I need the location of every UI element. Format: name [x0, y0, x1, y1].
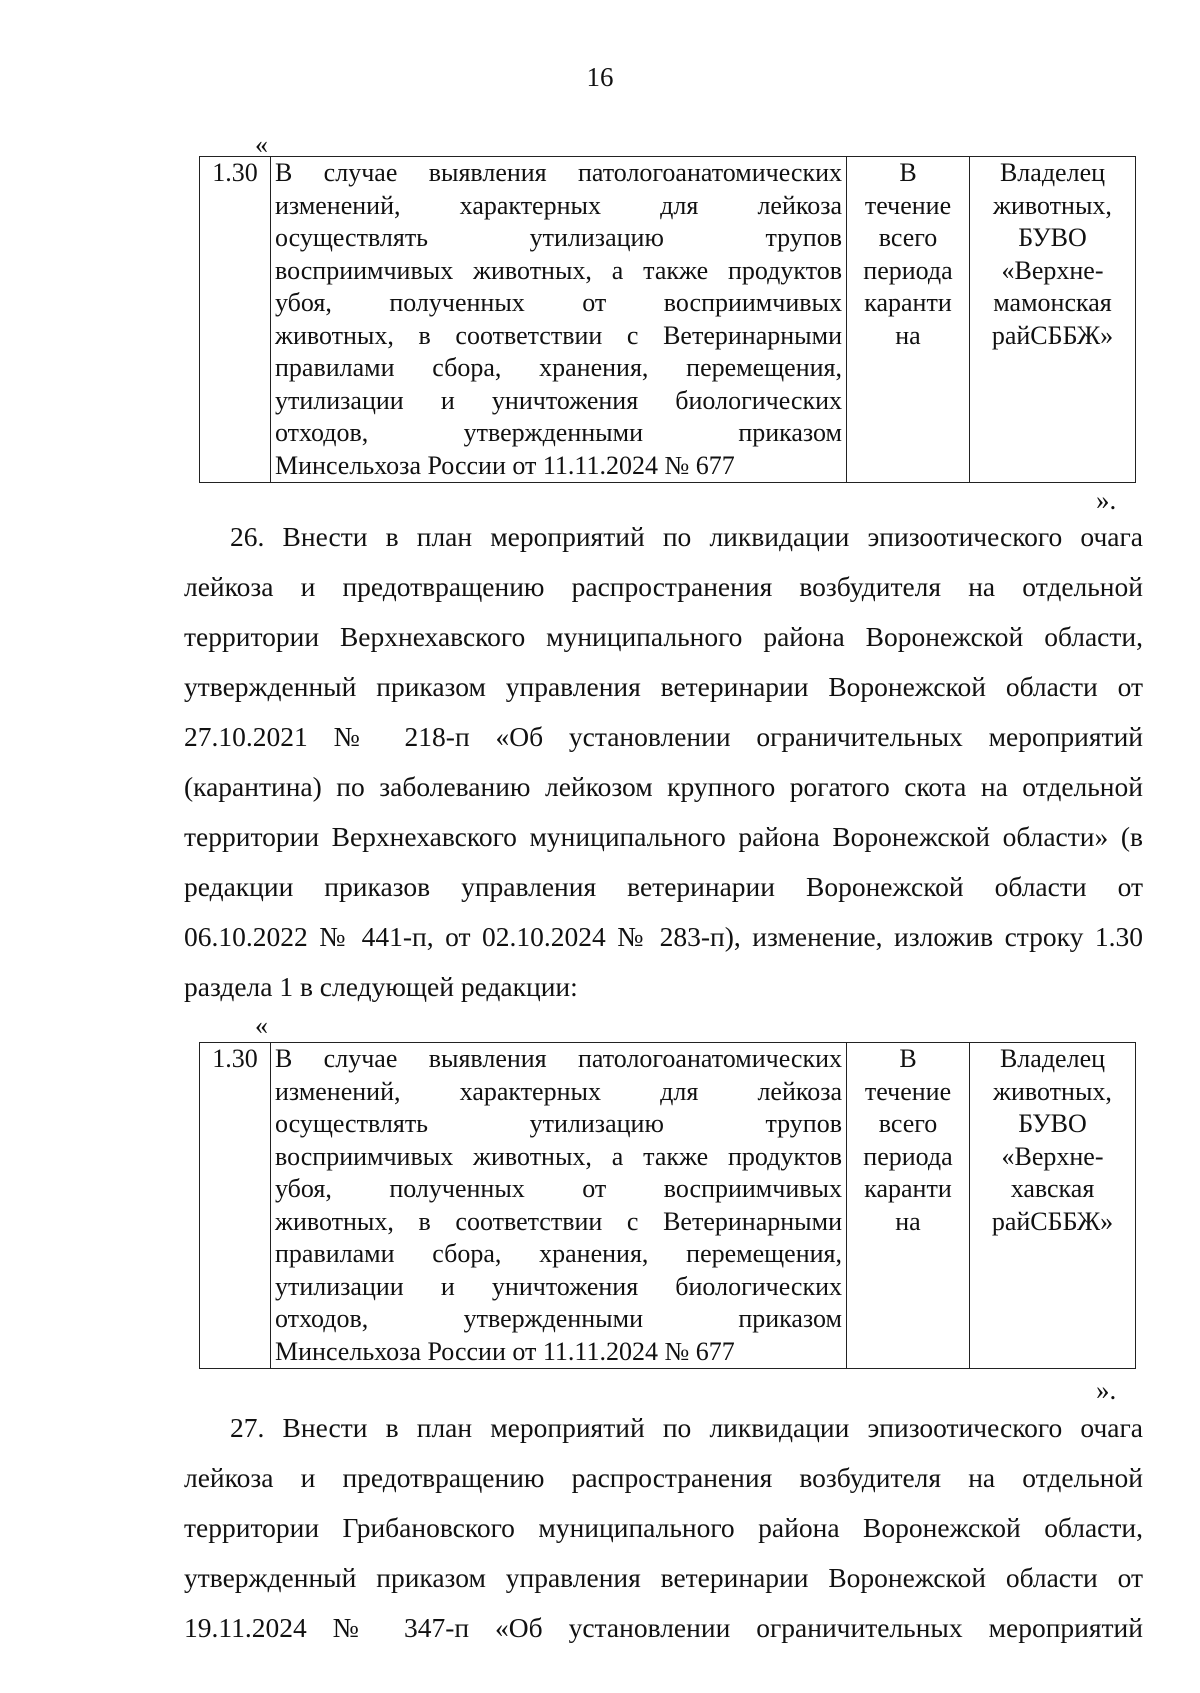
responsible-line: БУВО — [1018, 1109, 1087, 1138]
plan-table-row-1 — [199, 156, 1136, 483]
term-cell — [847, 157, 970, 483]
paragraph-line: лейкоза и предотвращению распространения возбудителя на отдельной — [184, 1462, 1143, 1493]
paragraph-line: утвержденный приказом управления ветеринарии Воронежской области от — [184, 671, 1143, 702]
measure-line: утилизации и уничтожения биологических — [275, 385, 842, 415]
measure-line: отходов, утвержденными приказом — [275, 1304, 842, 1333]
paragraph-line: 06.10.2022 № 441-п, от 02.10.2024 № 283-п), изменение, изложив строку 1.30 — [184, 921, 1143, 952]
measure-line: убоя, полученных от восприимчивых — [275, 288, 842, 317]
responsible-line: БУВО — [1018, 223, 1087, 252]
paragraph-line: территории Грибановского муниципального района Воронежской области, — [184, 1512, 1143, 1543]
measure-text — [271, 157, 847, 483]
opening-quote: « — [255, 1011, 268, 1040]
paragraph-line: 19.11.2024 № 347-п «Об установлении ограничительных мероприятий — [184, 1612, 1143, 1643]
responsible-line: животных, — [993, 1076, 1112, 1106]
closing-quote: ». — [1096, 485, 1117, 515]
paragraph-line: территории Верхнехавского муниципального района Воронежской области, — [184, 621, 1143, 652]
term-line: В — [899, 158, 917, 187]
row-number: 1.30 — [200, 1043, 271, 1369]
term-line: периода — [863, 1141, 953, 1171]
measure-line: Минсельхоза России от 11.11.2024 № 677 — [275, 450, 735, 480]
paragraph-26 — [184, 512, 1143, 1012]
measure-line: правилами сбора, хранения, перемещения, — [275, 353, 842, 382]
paragraph-line: утвержденный приказом управления ветеринарии Воронежской области от — [184, 1562, 1143, 1593]
term-line: В — [899, 1044, 917, 1073]
measure-line: осуществлять утилизацию трупов — [275, 1109, 842, 1138]
measure-line: осуществлять утилизацию трупов — [275, 223, 842, 252]
paragraph-line: (карантина) по заболеванию лейкозом крупного рогатого скота на отдельной — [184, 771, 1143, 802]
term-cell — [847, 1043, 970, 1369]
responsible-line: мамонская — [993, 288, 1112, 317]
responsible-line: «Верхне- — [1001, 255, 1104, 285]
paragraph-line: раздела 1 в следующей редакции: — [184, 971, 578, 1002]
measure-line: изменений, характерных для лейкоза — [275, 190, 842, 220]
term-line: всего — [878, 1109, 938, 1138]
measure-line: отходов, утвержденными приказом — [275, 418, 842, 447]
paragraph-27 — [184, 1403, 1143, 1653]
responsible-line: хавская — [1010, 1174, 1095, 1203]
measure-line: восприимчивых животных, а также продуктов — [275, 1141, 842, 1171]
paragraph-line: 26. Внести в план мероприятий по ликвидации эпизоотического очага — [230, 521, 1143, 552]
measure-line: животных, в соответствии с Ветеринарными — [275, 1206, 842, 1236]
term-line: на — [895, 320, 921, 350]
measure-line: В случае выявления патологоанатомических — [275, 158, 842, 187]
responsible-cell — [970, 1043, 1136, 1369]
paragraph-line: лейкоза и предотвращению распространения возбудителя на отдельной — [184, 571, 1143, 602]
row-number: 1.30 — [200, 157, 271, 483]
responsible-line: райСББЖ» — [991, 320, 1114, 350]
term-line: каранти — [864, 288, 952, 317]
term-line: на — [895, 1206, 921, 1236]
responsible-cell — [970, 157, 1136, 483]
term-line: каранти — [864, 1174, 952, 1203]
term-line: всего — [878, 223, 938, 252]
closing-quote: ». — [1096, 1375, 1117, 1405]
measure-line: изменений, характерных для лейкоза — [275, 1076, 842, 1106]
measure-line: животных, в соответствии с Ветеринарными — [275, 320, 842, 350]
plan-table-row-2 — [199, 1042, 1136, 1369]
term-line: течение — [864, 190, 952, 220]
responsible-line: Владелец — [999, 158, 1106, 187]
measure-line: убоя, полученных от восприимчивых — [275, 1174, 842, 1203]
term-line: периода — [863, 255, 953, 285]
responsible-line: «Верхне- — [1001, 1141, 1104, 1171]
responsible-line: животных, — [993, 190, 1112, 220]
paragraph-line: 27. Внести в план мероприятий по ликвидации эпизоотического очага — [230, 1412, 1143, 1443]
measure-text — [271, 1043, 847, 1369]
measure-line: правилами сбора, хранения, перемещения, — [275, 1239, 842, 1268]
paragraph-line: редакции приказов управления ветеринарии Воронежской области от — [184, 871, 1143, 902]
paragraph-line: 27.10.2021 № 218-п «Об установлении ограничительных мероприятий — [184, 721, 1143, 752]
measure-line: В случае выявления патологоанатомических — [275, 1044, 842, 1073]
measure-line: Минсельхоза России от 11.11.2024 № 677 — [275, 1336, 735, 1366]
responsible-line: Владелец — [999, 1044, 1106, 1073]
term-line: течение — [864, 1076, 952, 1106]
measure-line: утилизации и уничтожения биологических — [275, 1271, 842, 1301]
responsible-line: райСББЖ» — [991, 1206, 1114, 1236]
page-number: 16 — [586, 62, 614, 92]
paragraph-line: территории Верхнехавского муниципального района Воронежской области» (в — [184, 821, 1143, 852]
opening-quote: « — [255, 130, 268, 159]
measure-line: восприимчивых животных, а также продуктов — [275, 255, 842, 285]
